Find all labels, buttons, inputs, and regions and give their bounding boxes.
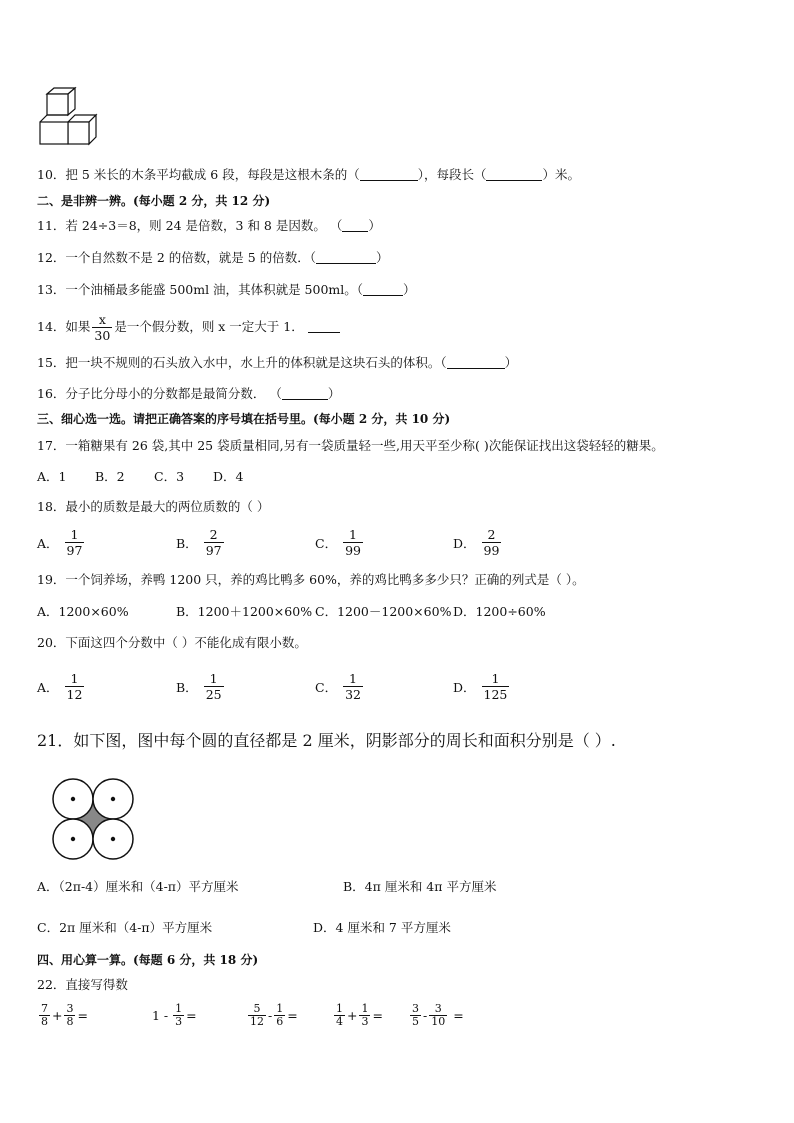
fraction xyxy=(173,1003,184,1028)
denominator: 97 xyxy=(66,543,83,558)
option-label: D． xyxy=(453,679,476,695)
denominator: 4 xyxy=(336,1015,343,1028)
equals-sign: = xyxy=(287,1008,298,1023)
four-circles-figure xyxy=(52,778,134,860)
numerator: 1 xyxy=(70,527,79,542)
numerator: 3 xyxy=(412,1002,419,1015)
fraction xyxy=(429,1003,447,1028)
q11-end: ） xyxy=(368,218,381,233)
q15-text: 15．把一块不规则的石头放入水中，水上升的体积就是这块石头的体积。（ xyxy=(37,355,447,370)
denominator: 12 xyxy=(250,1015,264,1028)
denominator: 8 xyxy=(41,1015,48,1028)
answer-blank[interactable] xyxy=(447,355,505,369)
numerator: 2 xyxy=(209,527,218,542)
section-4-heading: 四、用心算一算。(每题 6 分，共 18 分) xyxy=(37,953,259,967)
denominator: 6 xyxy=(276,1015,284,1028)
answer-blank[interactable] xyxy=(486,167,542,181)
answer-blank[interactable] xyxy=(342,218,368,232)
denominator: 3 xyxy=(361,1015,369,1028)
denominator: 99 xyxy=(483,543,500,558)
fraction xyxy=(65,671,85,702)
denominator: 97 xyxy=(205,543,222,558)
option-label: A． xyxy=(37,679,59,695)
question-21: 21．如下图，图中每个圆的直径都是 2 厘米，阴影部分的周长和面积分别是（ ）. xyxy=(37,731,616,750)
question-15 xyxy=(37,354,517,372)
operator: + xyxy=(347,1008,358,1023)
option-label: C． xyxy=(315,535,338,551)
denominator: 99 xyxy=(345,543,361,558)
fraction xyxy=(39,1003,50,1028)
numerator: 1 xyxy=(276,1002,284,1015)
numerator: 2 xyxy=(487,527,496,542)
question-11 xyxy=(37,217,381,235)
calc-expression-3 xyxy=(246,1003,298,1028)
q17-option-d[interactable]: D．4 xyxy=(213,469,244,484)
q20-option-b[interactable] xyxy=(176,671,226,702)
q18-option-a[interactable] xyxy=(37,527,86,558)
numerator: 7 xyxy=(41,1002,48,1015)
fraction xyxy=(204,527,224,558)
q20-option-d[interactable] xyxy=(453,671,511,702)
option-label: B． xyxy=(176,679,198,695)
fraction xyxy=(248,1003,266,1028)
q17-option-b[interactable]: B．2 xyxy=(95,469,125,484)
fraction xyxy=(204,671,224,702)
q11-text: 11．若 24÷3＝8，则 24 是倍数，3 和 8 是因数。 （ xyxy=(37,218,343,233)
numerator: x xyxy=(98,312,106,327)
q19-option-b[interactable]: B．1200＋1200×60% xyxy=(176,604,313,619)
question-18: 18．最小的质数是最大的两位质数的（ ） xyxy=(37,499,270,514)
q18-option-d[interactable] xyxy=(453,527,503,558)
question-17: 17．一箱糖果有 26 袋,其中 25 袋质量相同,另有一袋质量轻一些,用天平至少称( )次能保证找出这袋轻轻的糖果。 xyxy=(37,438,664,453)
operator: + xyxy=(52,1008,63,1023)
q21-option-a[interactable]: A．（2π-4）厘米和（4-π）平方厘米 xyxy=(37,879,239,894)
fraction xyxy=(482,671,510,702)
numerator: 5 xyxy=(253,1002,261,1015)
calc-expression-1 xyxy=(37,1003,88,1028)
q16-text: 16．分子比分母小的分数都是最简分数． （ xyxy=(37,386,282,401)
option-label: A． xyxy=(37,535,59,551)
question-14 xyxy=(37,311,340,343)
calc-expression-4 xyxy=(332,1003,383,1028)
equals-sign: = xyxy=(372,1008,383,1023)
question-22: 22．直接写得数 xyxy=(37,977,128,992)
q17-option-c[interactable]: C．3 xyxy=(154,469,185,484)
equals-sign: = xyxy=(453,1008,464,1023)
denominator: 125 xyxy=(483,687,508,702)
numerator: 1 xyxy=(349,671,357,686)
cube-figure xyxy=(38,86,100,148)
denominator: 5 xyxy=(412,1015,419,1028)
answer-blank[interactable] xyxy=(308,319,340,333)
operator: - xyxy=(423,1008,428,1023)
q10-text-a: 10．把 5 米长的木条平均截成 6 段，每段是这根木条的（ xyxy=(37,167,360,182)
section-3-heading: 三、细心选一选。请把正确答案的序号填在括号里。(每小题 2 分，共 10 分) xyxy=(37,412,451,426)
fraction xyxy=(274,1003,285,1028)
denominator: 12 xyxy=(66,687,83,702)
fraction xyxy=(359,1003,370,1028)
question-16 xyxy=(37,385,340,403)
q12-end: ） xyxy=(375,250,389,265)
q14-text-b: 是一个假分数，则 x 一定大于 1． xyxy=(114,319,304,334)
q16-end: ） xyxy=(327,386,341,401)
numerator: 1 xyxy=(209,671,218,686)
numerator: 1 xyxy=(491,671,500,686)
section-2-heading: 二、是非辨一辨。(每小题 2 分，共 12 分) xyxy=(37,194,271,208)
question-13 xyxy=(37,281,416,299)
q17-option-a[interactable]: A．1 xyxy=(37,469,67,484)
answer-blank[interactable] xyxy=(316,250,376,264)
option-label: B． xyxy=(176,535,198,551)
denominator: 32 xyxy=(345,687,361,702)
calc-expression-5 xyxy=(408,1003,464,1028)
q20-option-c[interactable] xyxy=(315,671,365,702)
q21-option-b[interactable]: B．4π 厘米和 4π 平方厘米 xyxy=(343,879,497,894)
question-10 xyxy=(37,166,580,184)
q19-option-a[interactable]: A．1200×60% xyxy=(37,604,129,619)
q21-option-c[interactable]: C．2π 厘米和（4-π）平方厘米 xyxy=(37,920,213,935)
question-20: 20．下面这四个分数中（ ）不能化成有限小数。 xyxy=(37,635,307,650)
q13-text: 13．一个油桶最多能盛 500ml 油，其体积就是 500ml。（ xyxy=(37,282,363,297)
leading-term: 1 - xyxy=(152,1008,169,1023)
denominator: 3 xyxy=(175,1015,183,1028)
denominator: 25 xyxy=(205,687,222,702)
q12-text: 12．一个自然数不是 2 的倍数，就是 5 的倍数．（ xyxy=(37,250,316,265)
q18-option-b[interactable] xyxy=(176,527,226,558)
q19-option-c[interactable]: C．1200－1200×60% xyxy=(315,604,452,619)
denominator: 30 xyxy=(94,328,111,343)
numerator: 1 xyxy=(361,1002,369,1015)
q10-text-b: ），每段长（ xyxy=(417,167,487,182)
fraction xyxy=(64,1003,75,1028)
answer-blank[interactable] xyxy=(282,386,328,400)
q14-text-a: 14．如果 xyxy=(37,319,91,334)
question-19: 19．一个饲养场，养鸭 1200 只，养的鸡比鸭多 60%，养的鸡比鸭多多少只？正确的列式是（ ）。 xyxy=(37,572,585,587)
fraction xyxy=(343,671,363,702)
denominator: 10 xyxy=(431,1015,446,1028)
q13-end: ） xyxy=(403,282,416,297)
q18-option-c[interactable] xyxy=(315,527,365,558)
numerator: 1 xyxy=(349,527,357,542)
operator: - xyxy=(268,1008,273,1023)
q15-end: ） xyxy=(504,355,518,370)
fraction xyxy=(92,312,112,343)
q21-option-d[interactable]: D．4 厘米和 7 平方厘米 xyxy=(313,920,451,935)
option-label: C． xyxy=(315,679,338,695)
numerator: 1 xyxy=(175,1002,183,1015)
q10-text-c: ）米。 xyxy=(542,167,580,182)
equals-sign: = xyxy=(186,1008,197,1023)
fraction xyxy=(410,1003,421,1028)
numerator: 3 xyxy=(434,1002,442,1015)
q19-option-d[interactable]: D．1200÷60% xyxy=(453,604,546,619)
fraction xyxy=(65,527,85,558)
fraction xyxy=(482,527,502,558)
calc-expression-2 xyxy=(152,1003,197,1028)
answer-blank[interactable] xyxy=(363,282,403,296)
q20-option-a[interactable] xyxy=(37,671,86,702)
fraction xyxy=(334,1003,345,1028)
numerator: 1 xyxy=(70,671,79,686)
answer-blank[interactable] xyxy=(360,167,418,181)
option-label: D． xyxy=(453,535,476,551)
denominator: 8 xyxy=(66,1015,74,1028)
fraction xyxy=(343,527,363,558)
question-12 xyxy=(37,249,388,267)
equals-sign: = xyxy=(77,1008,88,1023)
numerator: 3 xyxy=(66,1002,74,1015)
numerator: 1 xyxy=(336,1002,343,1015)
